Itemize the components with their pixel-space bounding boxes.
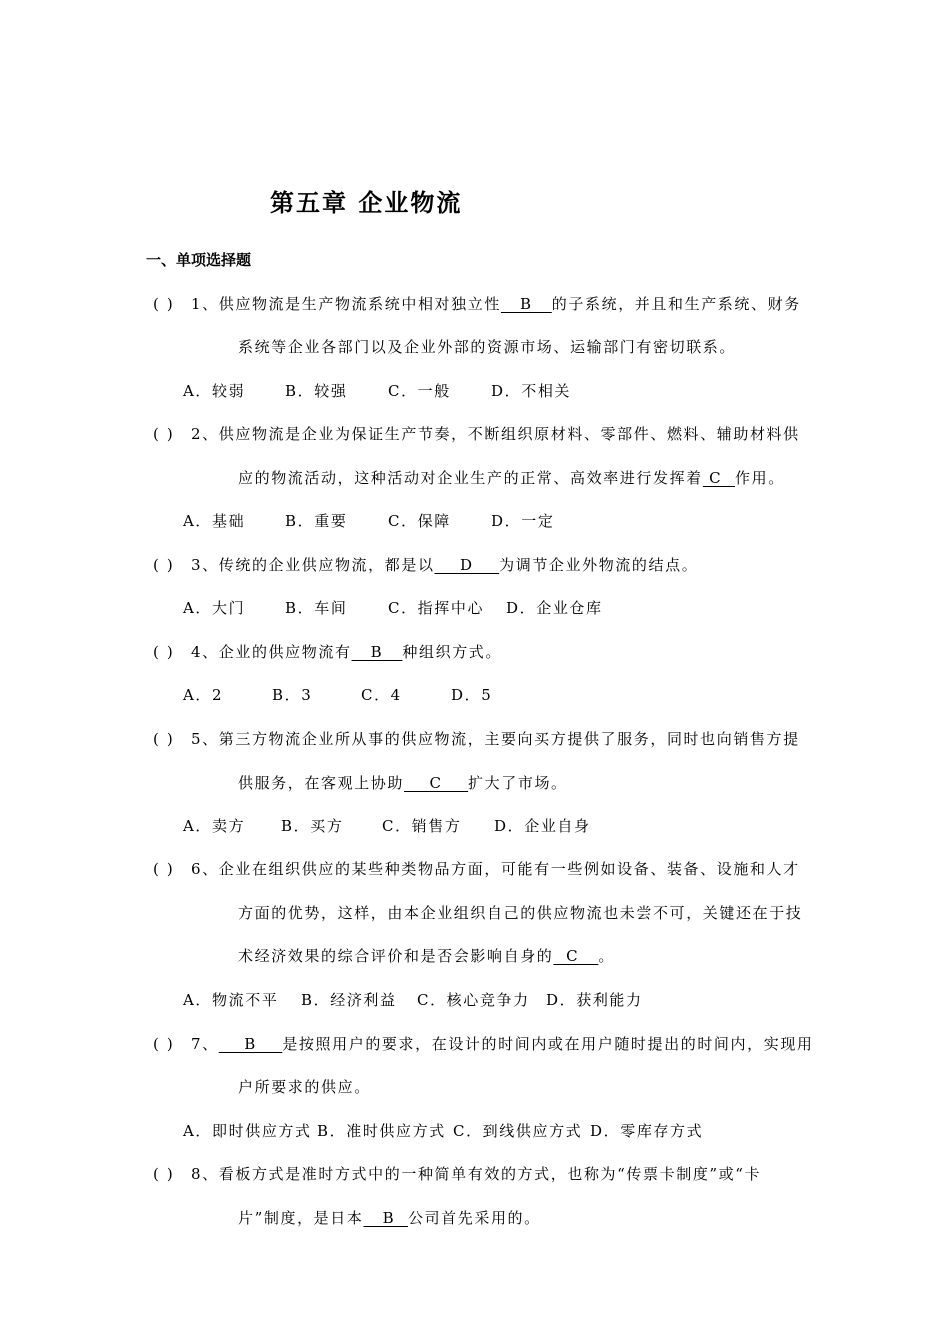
option-a: A．卖方 <box>183 817 246 835</box>
question-text: 术经济效果的综合评价和是否会影响自身的 <box>238 947 554 965</box>
option-c: C．保障 <box>388 512 451 530</box>
answer-blank: C <box>404 774 469 792</box>
answer-bracket: ( ) <box>153 1035 175 1053</box>
question-8-line-2 <box>238 1208 541 1228</box>
option-d: D．企业自身 <box>494 817 591 835</box>
question-text: 扩大了市场。 <box>468 774 568 792</box>
option-d: D．5 <box>451 686 493 704</box>
question-text: 2、供应物流是企业为保证生产节奏，不断组织原材料、零部件、燃料、辅助材料供 <box>191 425 800 443</box>
answer-bracket: ( ) <box>153 1165 175 1183</box>
question-text: 为调节企业外物流的结点。 <box>499 556 699 574</box>
question-3-options <box>183 598 603 618</box>
answer-blank: B <box>363 1209 408 1227</box>
answer-bracket: ( ) <box>153 730 175 748</box>
question-text: 公司首先采用的。 <box>407 1209 541 1227</box>
answer-bracket: ( ) <box>153 556 175 574</box>
question-text: 1、供应物流是生产物流系统中相对独立性 <box>191 295 501 313</box>
question-text: 。 <box>598 947 615 965</box>
answer-bracket: ( ) <box>153 643 175 661</box>
option-d: D．企业仓库 <box>506 599 603 617</box>
option-a: A．大门 <box>183 599 246 617</box>
question-5-line-1 <box>153 729 800 749</box>
question-8-line-1 <box>153 1164 761 1184</box>
option-c: C．核心竞争力 <box>417 991 530 1009</box>
question-6-line-3 <box>238 946 615 966</box>
option-d: D．获利能力 <box>546 991 643 1009</box>
option-d: D．零库存方式 <box>590 1122 704 1140</box>
question-7-options <box>183 1121 703 1141</box>
option-b: B．3 <box>272 686 313 704</box>
question-text: 供服务，在客观上协助 <box>238 774 405 792</box>
question-6-line-1 <box>153 859 800 879</box>
question-text: 7、 <box>191 1035 219 1053</box>
question-2-options <box>183 511 554 531</box>
question-5-options <box>183 816 591 836</box>
section-heading: 一、单项选择题 <box>146 251 252 269</box>
option-a: A．物流不平 <box>183 991 279 1009</box>
question-3-line-1 <box>153 555 698 575</box>
answer-blank: B <box>351 643 403 661</box>
option-c: C．到线供应方式 <box>453 1122 583 1140</box>
answer-blank: C <box>702 469 735 487</box>
question-6-line-2: 方面的优势，这样，由本企业组织自己的供应物流也未尝不可，关键还在于技 <box>238 904 803 922</box>
option-a: A．较弱 <box>183 382 246 400</box>
question-text: 片”制度，是日本 <box>238 1209 364 1227</box>
option-c: C．指挥中心 <box>388 599 485 617</box>
answer-blank: B <box>500 295 552 313</box>
option-b: B．准时供应方式 <box>317 1122 446 1140</box>
question-1-line-2: 系统等企业各部门以及企业外部的资源市场、运输部门有密切联系。 <box>238 338 737 356</box>
option-d: D．一定 <box>491 512 555 530</box>
question-1-options <box>183 381 571 401</box>
question-text: 8、看板方式是准时方式中的一种简单有效的方式，也称为“传票卡制度”或“卡 <box>191 1165 762 1183</box>
answer-blank: D <box>434 556 500 574</box>
question-text: 的子系统，并且和生产系统、财务 <box>551 295 801 313</box>
question-2-line-2 <box>238 468 785 488</box>
question-4-options <box>183 685 492 705</box>
question-2-line-1 <box>153 424 800 444</box>
option-b: B．重要 <box>285 512 348 530</box>
option-b: B．较强 <box>285 382 348 400</box>
question-text: 6、企业在组织供应的某些种类物品方面，可能有一些例如设备、装备、设施和人才 <box>191 860 800 878</box>
option-d: D．不相关 <box>491 382 572 400</box>
option-c: C．4 <box>361 686 402 704</box>
option-a: A．基础 <box>183 512 246 530</box>
question-6-options <box>183 990 643 1010</box>
page-title: 第五章 企业物流 <box>270 188 463 217</box>
question-text: 5、第三方物流企业所从事的供应物流，主要向买方提供了服务，同时也向销售方提 <box>191 730 800 748</box>
option-b: B．经济利益 <box>301 991 397 1009</box>
question-1-line-1 <box>153 294 801 314</box>
question-text: 是按照用户的要求，在设计的时间内或在用户随时提出的时间内，实现用 <box>282 1035 814 1053</box>
option-b: B．买方 <box>281 817 344 835</box>
option-c: C．销售方 <box>382 817 462 835</box>
question-text: 3、传统的企业供应物流，都是以 <box>191 556 435 574</box>
question-4-line-1 <box>153 642 502 662</box>
question-7-line-2: 户所要求的供应。 <box>238 1078 371 1096</box>
question-text: 作用。 <box>735 469 785 487</box>
option-a: A．即时供应方式 <box>183 1122 312 1140</box>
option-a: A．2 <box>183 686 224 704</box>
question-text: 应的物流活动，这种活动对企业生产的正常、高效率进行发挥着 <box>238 469 703 487</box>
option-c: C．一般 <box>388 382 451 400</box>
answer-bracket: ( ) <box>153 860 175 878</box>
question-5-line-2 <box>238 773 568 793</box>
question-7-line-1 <box>153 1034 814 1054</box>
question-text: 4、企业的供应物流有 <box>191 643 352 661</box>
answer-bracket: ( ) <box>153 425 175 443</box>
answer-blank: B <box>218 1035 283 1053</box>
answer-blank: C <box>553 947 599 965</box>
answer-bracket: ( ) <box>153 295 175 313</box>
question-text: 种组织方式。 <box>402 643 502 661</box>
option-b: B．车间 <box>285 599 348 617</box>
